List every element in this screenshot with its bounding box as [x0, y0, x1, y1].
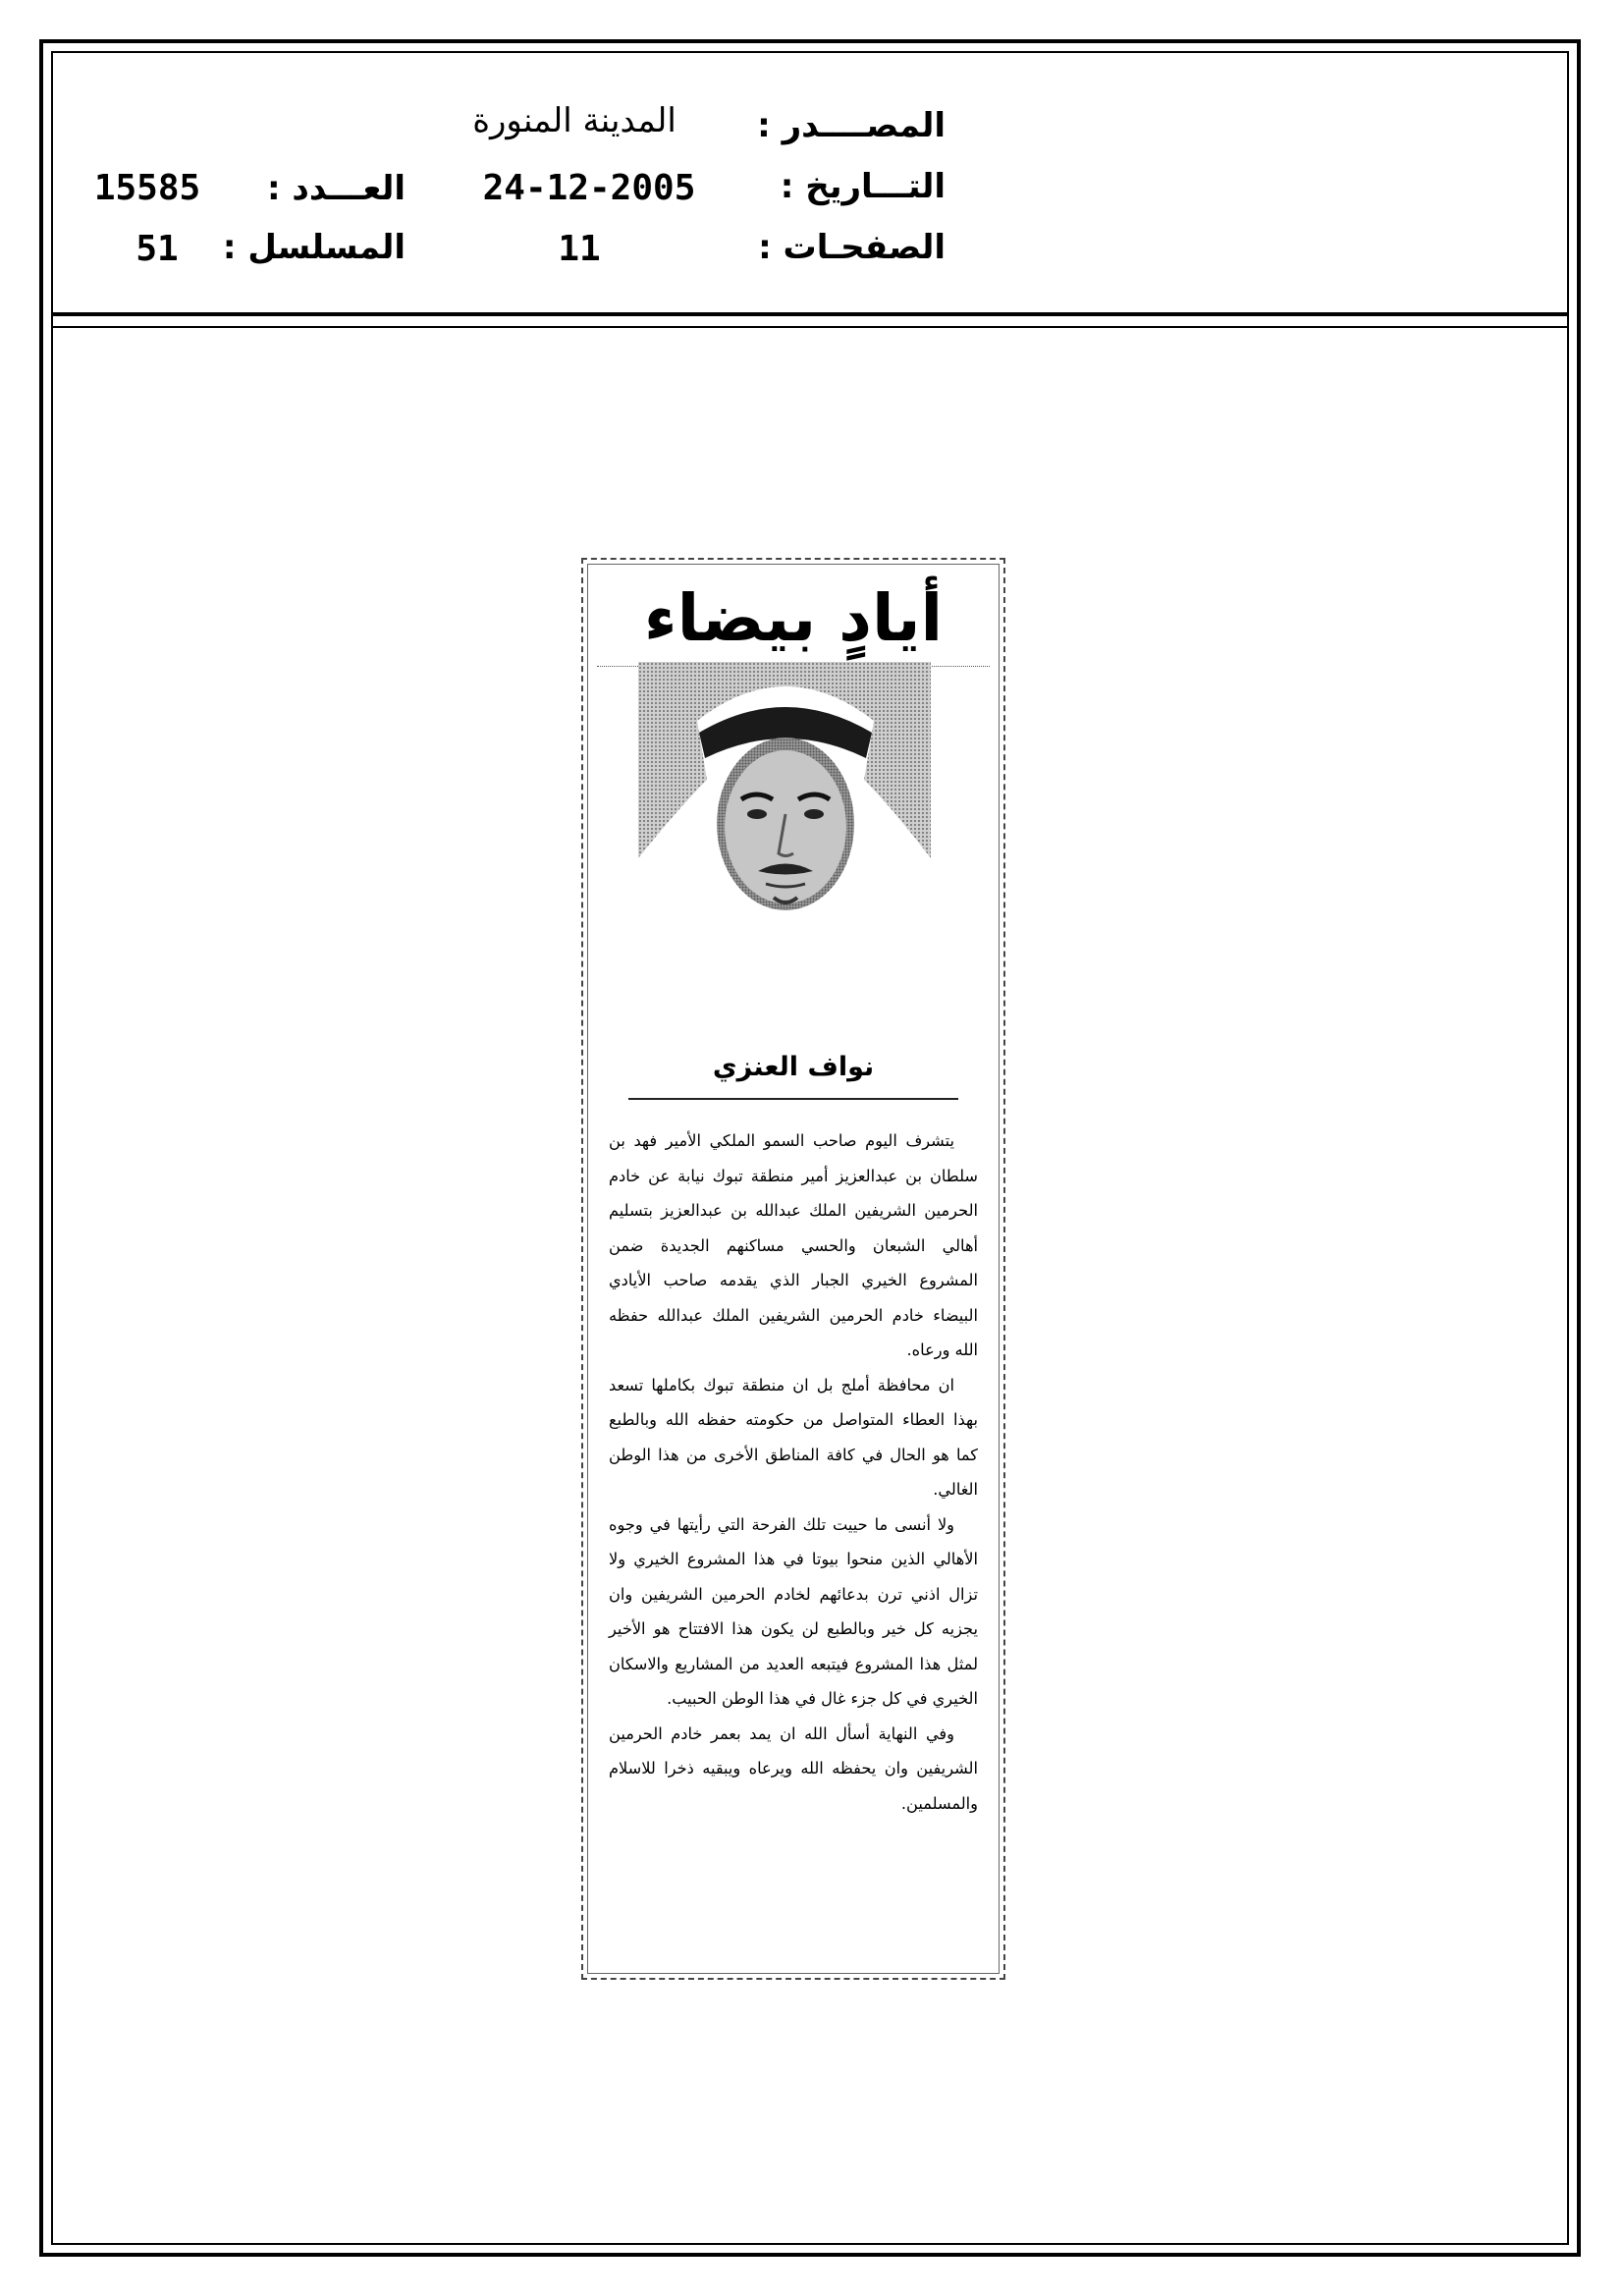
article-paragraph: يتشرف اليوم صاحب السمو الملكي الأمير فهد بن سلطان بن عبدالعزيز أمير منطقة تبوك نيابة عن خادم الحرمين الشريفين الملك عبدالله بن عبدالعزيز بتسليم أهالي الشبعان والحسي مساكنهم الجديدة ضمن المشروع الخيري الجبار الذي يقدمه صاحب الأيادي البيضاء خادم الحرمين الشريفين الملك عبدالله حفظه الله ورعاه.	[609, 1131, 978, 1359]
article-paragraph: ولا أنسى ما حييت تلك الفرحة التي رأيتها في وجوه الأهالي الذين منحوا بيوتا في هذا المشروع الخيري ولا تزال اذني ترن بدعائهم لخادم الحرمين الشريفين وان يجزيه كل خير وبالطبع لن يكون هذا الافتتاح هو الأخير لمثل هذا المشروع فيتبعه العديد من المشاريع والاسكان الخيري في كل جزء غال في هذا الوطن الحبيب.	[609, 1514, 978, 1708]
newspaper-clipping	[581, 558, 1005, 1980]
pages-value: 11	[558, 229, 601, 269]
date-value: 24-12-2005	[482, 168, 696, 208]
header-divider-thin	[51, 326, 1569, 328]
source-value: المدينة المنورة	[472, 101, 676, 140]
issue-label: العـــدد :	[267, 169, 406, 208]
source-label: المصــــدر :	[757, 106, 946, 145]
article-paragraph: ان محافظة أملج بل ان منطقة تبوك بكاملها تسعد بهذا العطاء المتواصل من حكومته حفظه الله وبالطبع كما هو الحال في كافة المناطق الأخرى من هذا الوطن الغالي.	[609, 1375, 978, 1499]
pages-label: الصفحـات :	[758, 228, 946, 267]
column-title: أيادٍ بيضاء	[643, 580, 944, 656]
date-label: التـــاريخ :	[780, 167, 946, 206]
serial-value: 51	[135, 229, 179, 269]
article-body	[609, 1123, 978, 1821]
issue-value: 15585	[93, 168, 201, 208]
serial-label: المسلسل :	[222, 228, 406, 267]
article-paragraph: وفي النهاية أسأل الله ان يمد بعمر خادم الحرمين الشريفين وان يحفظه الله ويرعاه ويبقيه ذخرا للاسلام والمسلمين.	[609, 1723, 978, 1813]
header-divider-thick	[51, 312, 1569, 316]
author-portrait-photo	[638, 662, 931, 944]
author-name: نواف العنزي	[712, 1052, 875, 1082]
author-rule	[628, 1098, 958, 1100]
